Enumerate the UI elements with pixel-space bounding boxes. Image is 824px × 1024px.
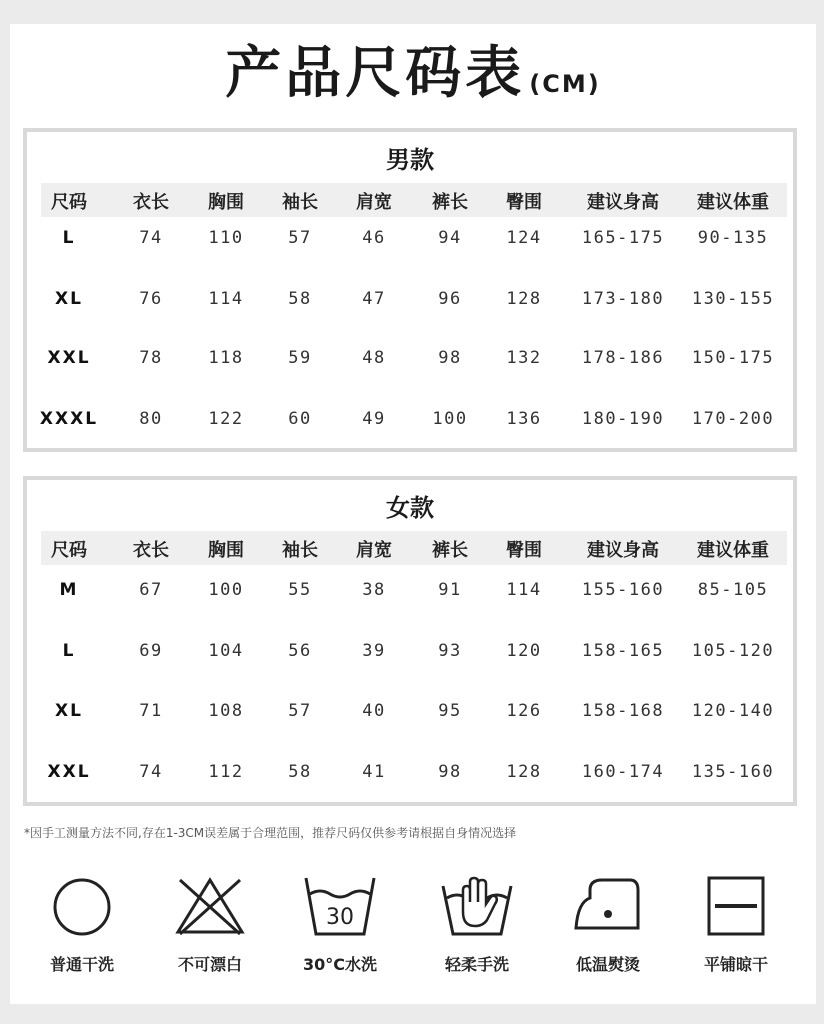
cell-pants-length: 94	[438, 228, 462, 248]
table-row	[27, 409, 793, 439]
cell-weight: 170-200	[691, 409, 775, 429]
cell-hip: 114	[506, 580, 542, 600]
table-row	[27, 580, 793, 610]
cell-size: L	[62, 641, 76, 661]
cell-sleeve: 59	[288, 348, 312, 368]
wash-30-basin-icon	[300, 872, 380, 942]
cell-hip: 120	[506, 641, 542, 661]
no-bleach-icon	[170, 872, 250, 942]
cell-shoulder: 48	[362, 348, 386, 368]
cell-length: 71	[139, 701, 163, 721]
header-pants-length: 裤长	[432, 192, 468, 213]
header-sleeve: 袖长	[282, 540, 318, 561]
cell-hip: 128	[506, 762, 542, 782]
title-text: 产品尺码表	[225, 41, 526, 106]
women-size-table	[23, 476, 797, 806]
cell-length: 69	[139, 641, 163, 661]
care-dry-clean	[27, 872, 137, 982]
cell-hip: 132	[506, 348, 542, 368]
cell-pants-length: 100	[432, 409, 468, 429]
header-sleeve: 袖长	[282, 192, 318, 213]
cell-sleeve: 57	[288, 228, 312, 248]
cell-sleeve: 58	[288, 762, 312, 782]
low-iron-icon	[568, 872, 648, 942]
cell-length: 78	[139, 348, 163, 368]
table-row	[27, 701, 793, 731]
women-table-title: 女款	[386, 494, 434, 522]
table-row	[27, 348, 793, 378]
cell-height: 173-180	[581, 289, 665, 309]
header-size: 尺码	[51, 540, 87, 561]
cell-shoulder: 38	[362, 580, 386, 600]
women-table-header	[41, 531, 787, 565]
table-row	[27, 228, 793, 258]
care-label: 轻柔手洗	[444, 955, 509, 974]
cell-height: 165-175	[581, 228, 665, 248]
cell-chest: 108	[208, 701, 244, 721]
cell-weight: 130-155	[691, 289, 775, 309]
cell-weight: 135-160	[691, 762, 775, 782]
cell-chest: 100	[208, 580, 244, 600]
care-label: 低温熨烫	[575, 955, 640, 974]
table-row	[27, 641, 793, 671]
cell-size: XL	[55, 701, 83, 721]
care-wash-30	[285, 872, 395, 982]
cell-size: L	[62, 228, 76, 248]
cell-sleeve: 55	[288, 580, 312, 600]
cell-pants-length: 95	[438, 701, 462, 721]
header-pants-length: 裤长	[432, 540, 468, 561]
cell-weight: 120-140	[691, 701, 775, 721]
care-label: 普通干洗	[49, 955, 114, 974]
cell-pants-length: 91	[438, 580, 462, 600]
header-height: 建议身高	[587, 540, 659, 561]
cell-size: M	[59, 580, 79, 600]
cell-hip: 124	[506, 228, 542, 248]
cell-length: 80	[139, 409, 163, 429]
hand-wash-icon	[437, 872, 517, 942]
header-length: 衣长	[133, 540, 169, 561]
cell-size: XXXL	[39, 409, 99, 429]
cell-chest: 118	[208, 348, 244, 368]
men-table-header	[41, 183, 787, 217]
cell-length: 67	[139, 580, 163, 600]
cell-length: 74	[139, 228, 163, 248]
cell-sleeve: 56	[288, 641, 312, 661]
cell-height: 180-190	[581, 409, 665, 429]
page-title	[10, 39, 816, 119]
cell-weight: 150-175	[691, 348, 775, 368]
measurement-note: *因手工测量方法不同,存在1-3CM误差属于合理范围，推荐尺码仅供参考请根据自身情况选择	[24, 826, 517, 840]
care-low-iron	[553, 872, 663, 982]
header-hip: 臀围	[506, 540, 542, 561]
cell-pants-length: 98	[438, 762, 462, 782]
cell-height: 178-186	[581, 348, 665, 368]
care-no-bleach	[155, 872, 265, 982]
header-size: 尺码	[51, 192, 87, 213]
cell-shoulder: 47	[362, 289, 386, 309]
cell-hip: 136	[506, 409, 542, 429]
dry-clean-circle-icon	[47, 872, 117, 942]
cell-sleeve: 60	[288, 409, 312, 429]
cell-weight: 105-120	[691, 641, 775, 661]
cell-size: XXL	[47, 348, 91, 368]
cell-sleeve: 57	[288, 701, 312, 721]
cell-hip: 128	[506, 289, 542, 309]
cell-length: 74	[139, 762, 163, 782]
cell-height: 155-160	[581, 580, 665, 600]
header-length: 衣长	[133, 192, 169, 213]
cell-chest: 114	[208, 289, 244, 309]
cell-hip: 126	[506, 701, 542, 721]
header-chest: 胸围	[208, 192, 244, 213]
cell-shoulder: 46	[362, 228, 386, 248]
title-unit: (CM)	[529, 70, 601, 98]
table-row	[27, 762, 793, 792]
care-label: 平铺晾干	[703, 955, 768, 974]
cell-chest: 112	[208, 762, 244, 782]
care-flat-dry	[681, 872, 791, 982]
care-label: 30°C水洗	[302, 955, 377, 974]
cell-chest: 104	[208, 641, 244, 661]
header-chest: 胸围	[208, 540, 244, 561]
table-row	[27, 289, 793, 319]
wash-temp-text: 30	[326, 905, 354, 930]
cell-height: 158-168	[581, 701, 665, 721]
header-shoulder: 肩宽	[356, 192, 392, 213]
flat-dry-icon	[701, 872, 771, 942]
cell-length: 76	[139, 289, 163, 309]
header-hip: 臀围	[506, 192, 542, 213]
cell-pants-length: 98	[438, 348, 462, 368]
cell-size: XXL	[47, 762, 91, 782]
cell-size: XL	[55, 289, 83, 309]
cell-pants-length: 96	[438, 289, 462, 309]
men-table-title: 男款	[386, 146, 434, 174]
header-weight: 建议体重	[697, 192, 769, 213]
care-label: 不可漂白	[177, 955, 242, 974]
care-hand-wash	[422, 872, 532, 982]
cell-height: 158-165	[581, 641, 665, 661]
cell-weight: 85-105	[697, 580, 769, 600]
men-size-table	[23, 128, 797, 452]
cell-pants-length: 93	[438, 641, 462, 661]
cell-sleeve: 58	[288, 289, 312, 309]
cell-shoulder: 39	[362, 641, 386, 661]
cell-chest: 110	[208, 228, 244, 248]
cell-height: 160-174	[581, 762, 665, 782]
cell-shoulder: 40	[362, 701, 386, 721]
size-chart-page	[10, 24, 816, 1004]
header-weight: 建议体重	[697, 540, 769, 561]
cell-weight: 90-135	[697, 228, 769, 248]
header-height: 建议身高	[587, 192, 659, 213]
cell-chest: 122	[208, 409, 244, 429]
cell-shoulder: 41	[362, 762, 386, 782]
cell-shoulder: 49	[362, 409, 386, 429]
header-shoulder: 肩宽	[356, 540, 392, 561]
